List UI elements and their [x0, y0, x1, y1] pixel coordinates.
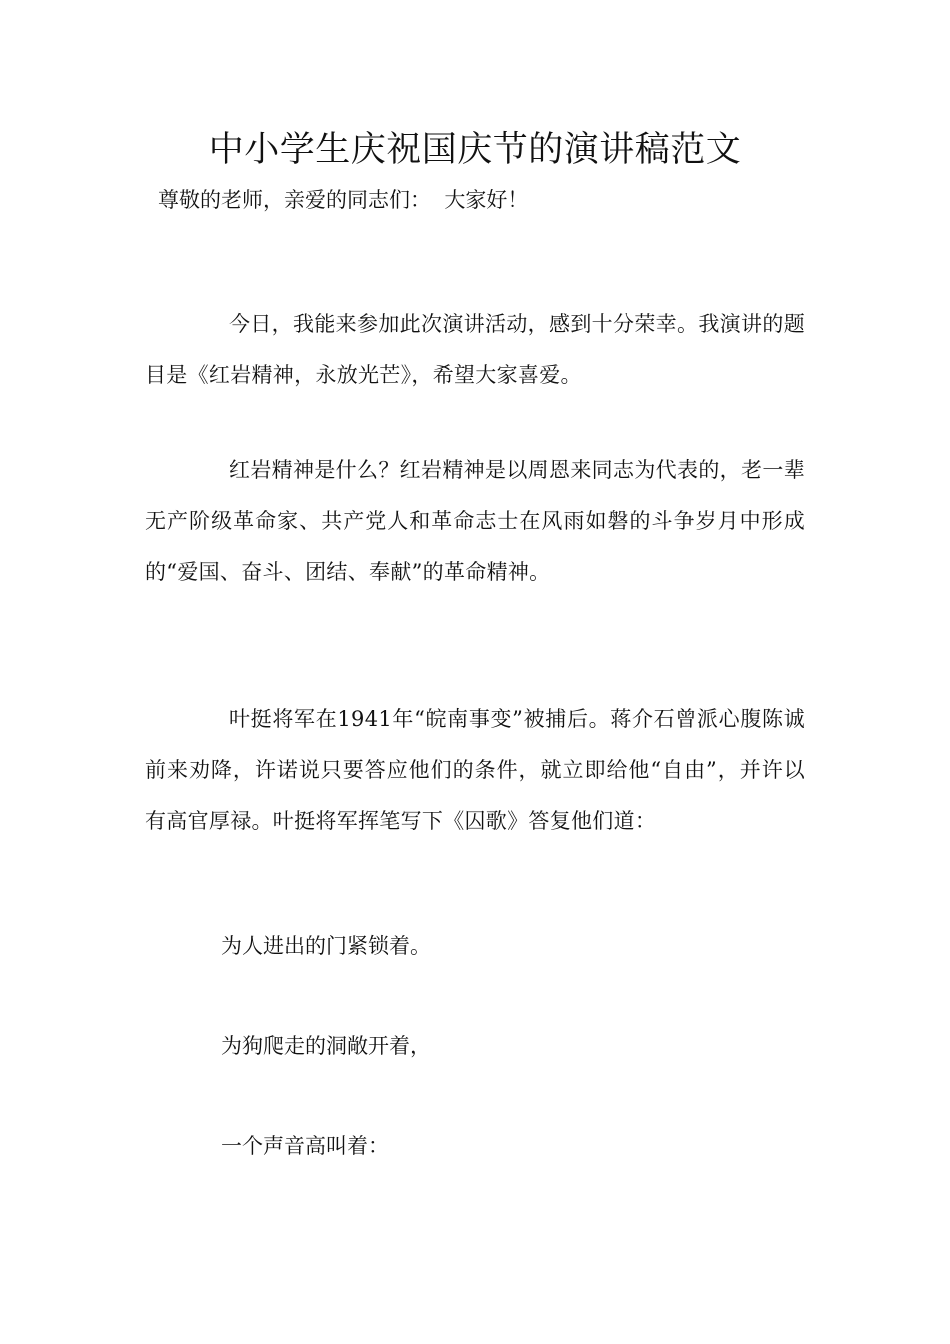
poem-line: 为人进出的门紧锁着。 — [221, 934, 431, 958]
paragraph-intro: 今日，我能来参加此次演讲活动，感到十分荣幸。我演讲的题目是《红岩精神，永放光芒》，希望大家喜爱。 — [145, 312, 805, 387]
poem-line: 为狗爬走的洞敞开着， — [221, 1034, 431, 1058]
paragraph-hongyan-spirit: 红岩精神是什么？红岩精神是以周恩来同志为代表的，老一辈无产阶级革命家、共产党人和革命志士在风雨如磐的斗争岁月中形成的“爱国、奋斗、团结、奉献”的革命精神。 — [145, 458, 805, 584]
paragraph-ye-ting: 叶挺将军在1941年“皖南事变”被捕后。蒋介石曾派心腹陈诚前来劝降，许诺说只要答应他们的条件，就立即给他“自由”，并许以有高官厚禄。叶挺将军挥笔写下《囚歌》答复他们道： — [145, 707, 805, 833]
poem-line: 一个声音高叫着： — [221, 1134, 389, 1158]
document-title: 中小学生庆祝国庆节的演讲稿范文 — [208, 130, 742, 170]
greeting-line: 尊敬的老师，亲爱的同志们： 大家好！ — [158, 188, 529, 212]
